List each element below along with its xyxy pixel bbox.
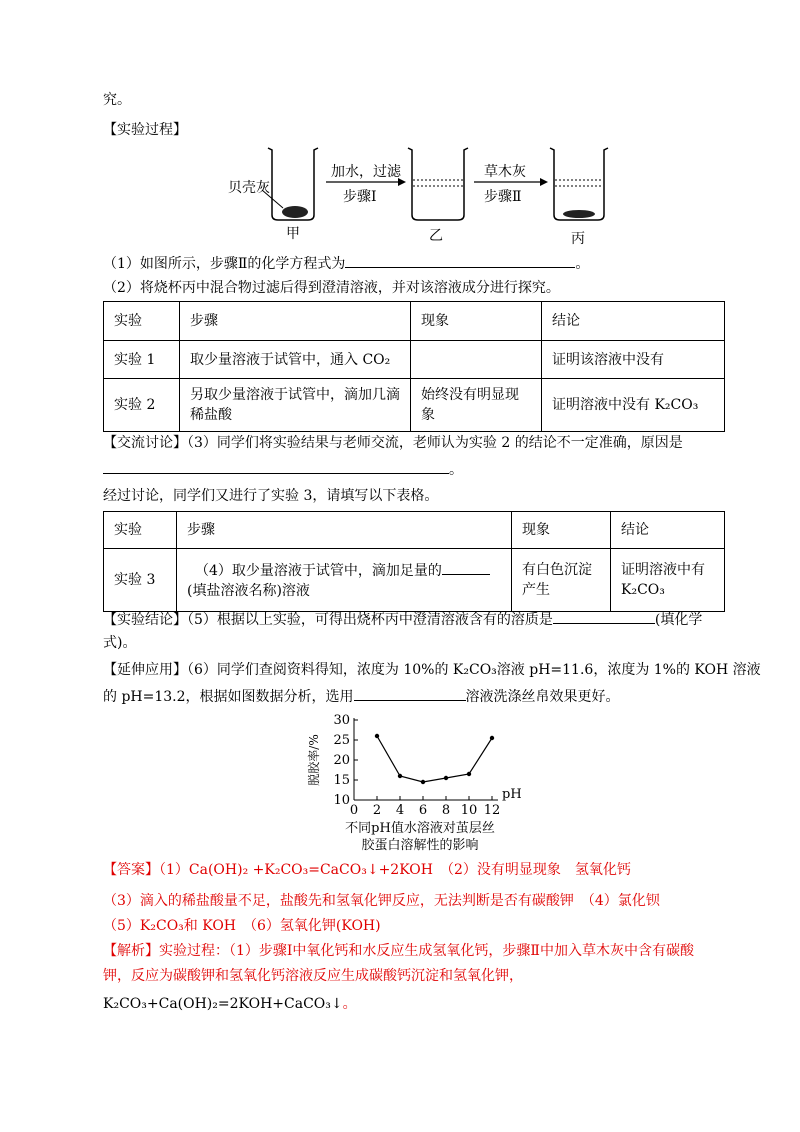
beaker-a-label: 甲 [286,226,300,242]
y-tick-label: 10 [333,793,350,808]
beaker-b-icon [408,148,468,220]
x-tick-label: 6 [418,803,428,818]
discussion-text: 经过讨论，同学们又进行了实验 3，请填写以下表格。 [103,488,439,504]
answer-blank-4[interactable] [442,560,490,575]
y-tick-label: 15 [333,773,350,788]
data-point [421,780,425,784]
table-row: 实验 1 取少量溶液于试管中，通入 CO₂ 证明该溶液中没有 [104,341,725,379]
question-5-tail: 式)。 [103,635,137,651]
answer-blank-5[interactable] [553,609,655,624]
answer-blank-1[interactable] [345,253,575,268]
x-tick-label: 8 [441,803,451,818]
degumming-rate-chart [300,708,540,858]
question-3-answer-line: 。 [103,459,463,480]
answer-line-1: 【答案】（1）Ca(OH)₂ +K₂CO₃=CaCO₃↓+2KOH （2）没有明显现象 氢氧化钙 [103,862,631,878]
answer-line-3: （5）K₂CO₃和 KOH （6）氢氧化钾(KOH) [103,918,381,934]
table-row: 实验 2 另取少量溶液于试管中，滴加几滴稀盐酸 始终没有明显现象 证明溶液中没有 K₂CO₃ [104,379,725,432]
data-point [444,776,448,780]
question-3: 【交流讨论】（3）同学们将实验结果与老师交流，老师认为实验 2 的结论不一定准确，原因是 [103,435,683,451]
analysis-line-2: 钾，反应为碳酸钾和氢氧化钙溶液反应生成碳酸钙沉淀和氢氧化钾， [103,968,523,984]
y-axis-label: 脱胶率/% [307,734,321,786]
data-point [375,734,379,738]
x-axis-label: pH [502,787,522,802]
shell-ash-label: 贝壳灰 [228,180,270,196]
question-2: （2）将烧杯丙中混合物过滤后得到澄清溶液，并对该溶液成分进行探究。 [103,280,560,296]
experiment-table-2 [103,511,725,612]
analysis-equation: K₂CO₃+Ca(OH)₂=2KOH+CaCO₃↓。 [103,996,357,1012]
series-line [377,736,492,782]
arrow1-top-label: 加水，过滤 [331,164,401,180]
y-tick-label: 30 [333,713,350,728]
x-tick-label: 10 [460,803,478,818]
table-row: 实验 3 （4）取少量溶液于试管中，滴加足量的 (填盐溶液名称)溶液 有白色沉淀 产生 证明溶液中有 K₂CO₃ [104,549,725,612]
question-6-line2: 的 pH=13.2，根据如图数据分析，选用 溶液洗涤丝帛效果更好。 [103,686,620,707]
y-tick-label: 20 [333,753,350,768]
answer-blank-6[interactable] [354,686,466,701]
arrow1-bottom-label: 步骤Ⅰ [343,189,377,205]
question-1: （1）如图所示，步骤Ⅱ的化学方程式为 。 [103,253,589,274]
x-tick-label: 4 [395,803,405,818]
answer-blank-3[interactable] [103,459,449,474]
answer-cell-phenomenon[interactable] [411,341,542,379]
data-point [467,772,471,776]
experiment-table-1 [103,301,725,432]
answer-line-2: （3）滴入的稀盐酸量不足，盐酸先和氢氧化钾反应，无法判断是否有碳酸钾 （4）氯化钡 [103,893,660,909]
process-heading: 【实验过程】 [103,122,187,138]
analysis-line-1: 【解析】实验过程：（1）步骤Ⅰ中氧化钙和水反应生成氢氧化钙，步骤Ⅱ中加入草木灰中含有碳酸 [103,943,694,959]
question-6: 【延伸应用】（6）同学们查阅资料得知，浓度为 10%的 K₂CO₃溶液 pH=11.6，浓度为 1%的 KOH 溶液 [103,662,761,678]
y-tick-label: 25 [333,733,350,748]
table-header-row: 实验 步骤 现象 结论 [104,512,725,549]
beaker-a-icon [262,148,318,220]
x-tick-label: 0 [349,803,359,818]
arrow2-top-label: 草木灰 [484,164,526,180]
intro-tail: 究。 [103,92,131,108]
x-tick-label: 2 [372,803,382,818]
question-5: 【实验结论】（5）根据以上实验，可得出烧杯丙中澄清溶液含有的溶质是 (填化学 [103,609,702,630]
chart-caption-line1: 不同pH值水溶液对茧层丝 [345,821,495,836]
x-tick-label: 12 [483,803,501,818]
arrow2-bottom-label: 步骤Ⅱ [484,189,522,205]
beaker-b-label: 乙 [429,228,443,244]
data-point [490,736,494,740]
chart-caption-line2: 胶蛋白溶解性的影响 [361,838,479,853]
beaker-c-icon [550,148,608,220]
beaker-c-label: 丙 [571,231,585,247]
data-point [398,774,402,778]
table-header-row: 实验 步骤 现象 结论 [104,302,725,341]
